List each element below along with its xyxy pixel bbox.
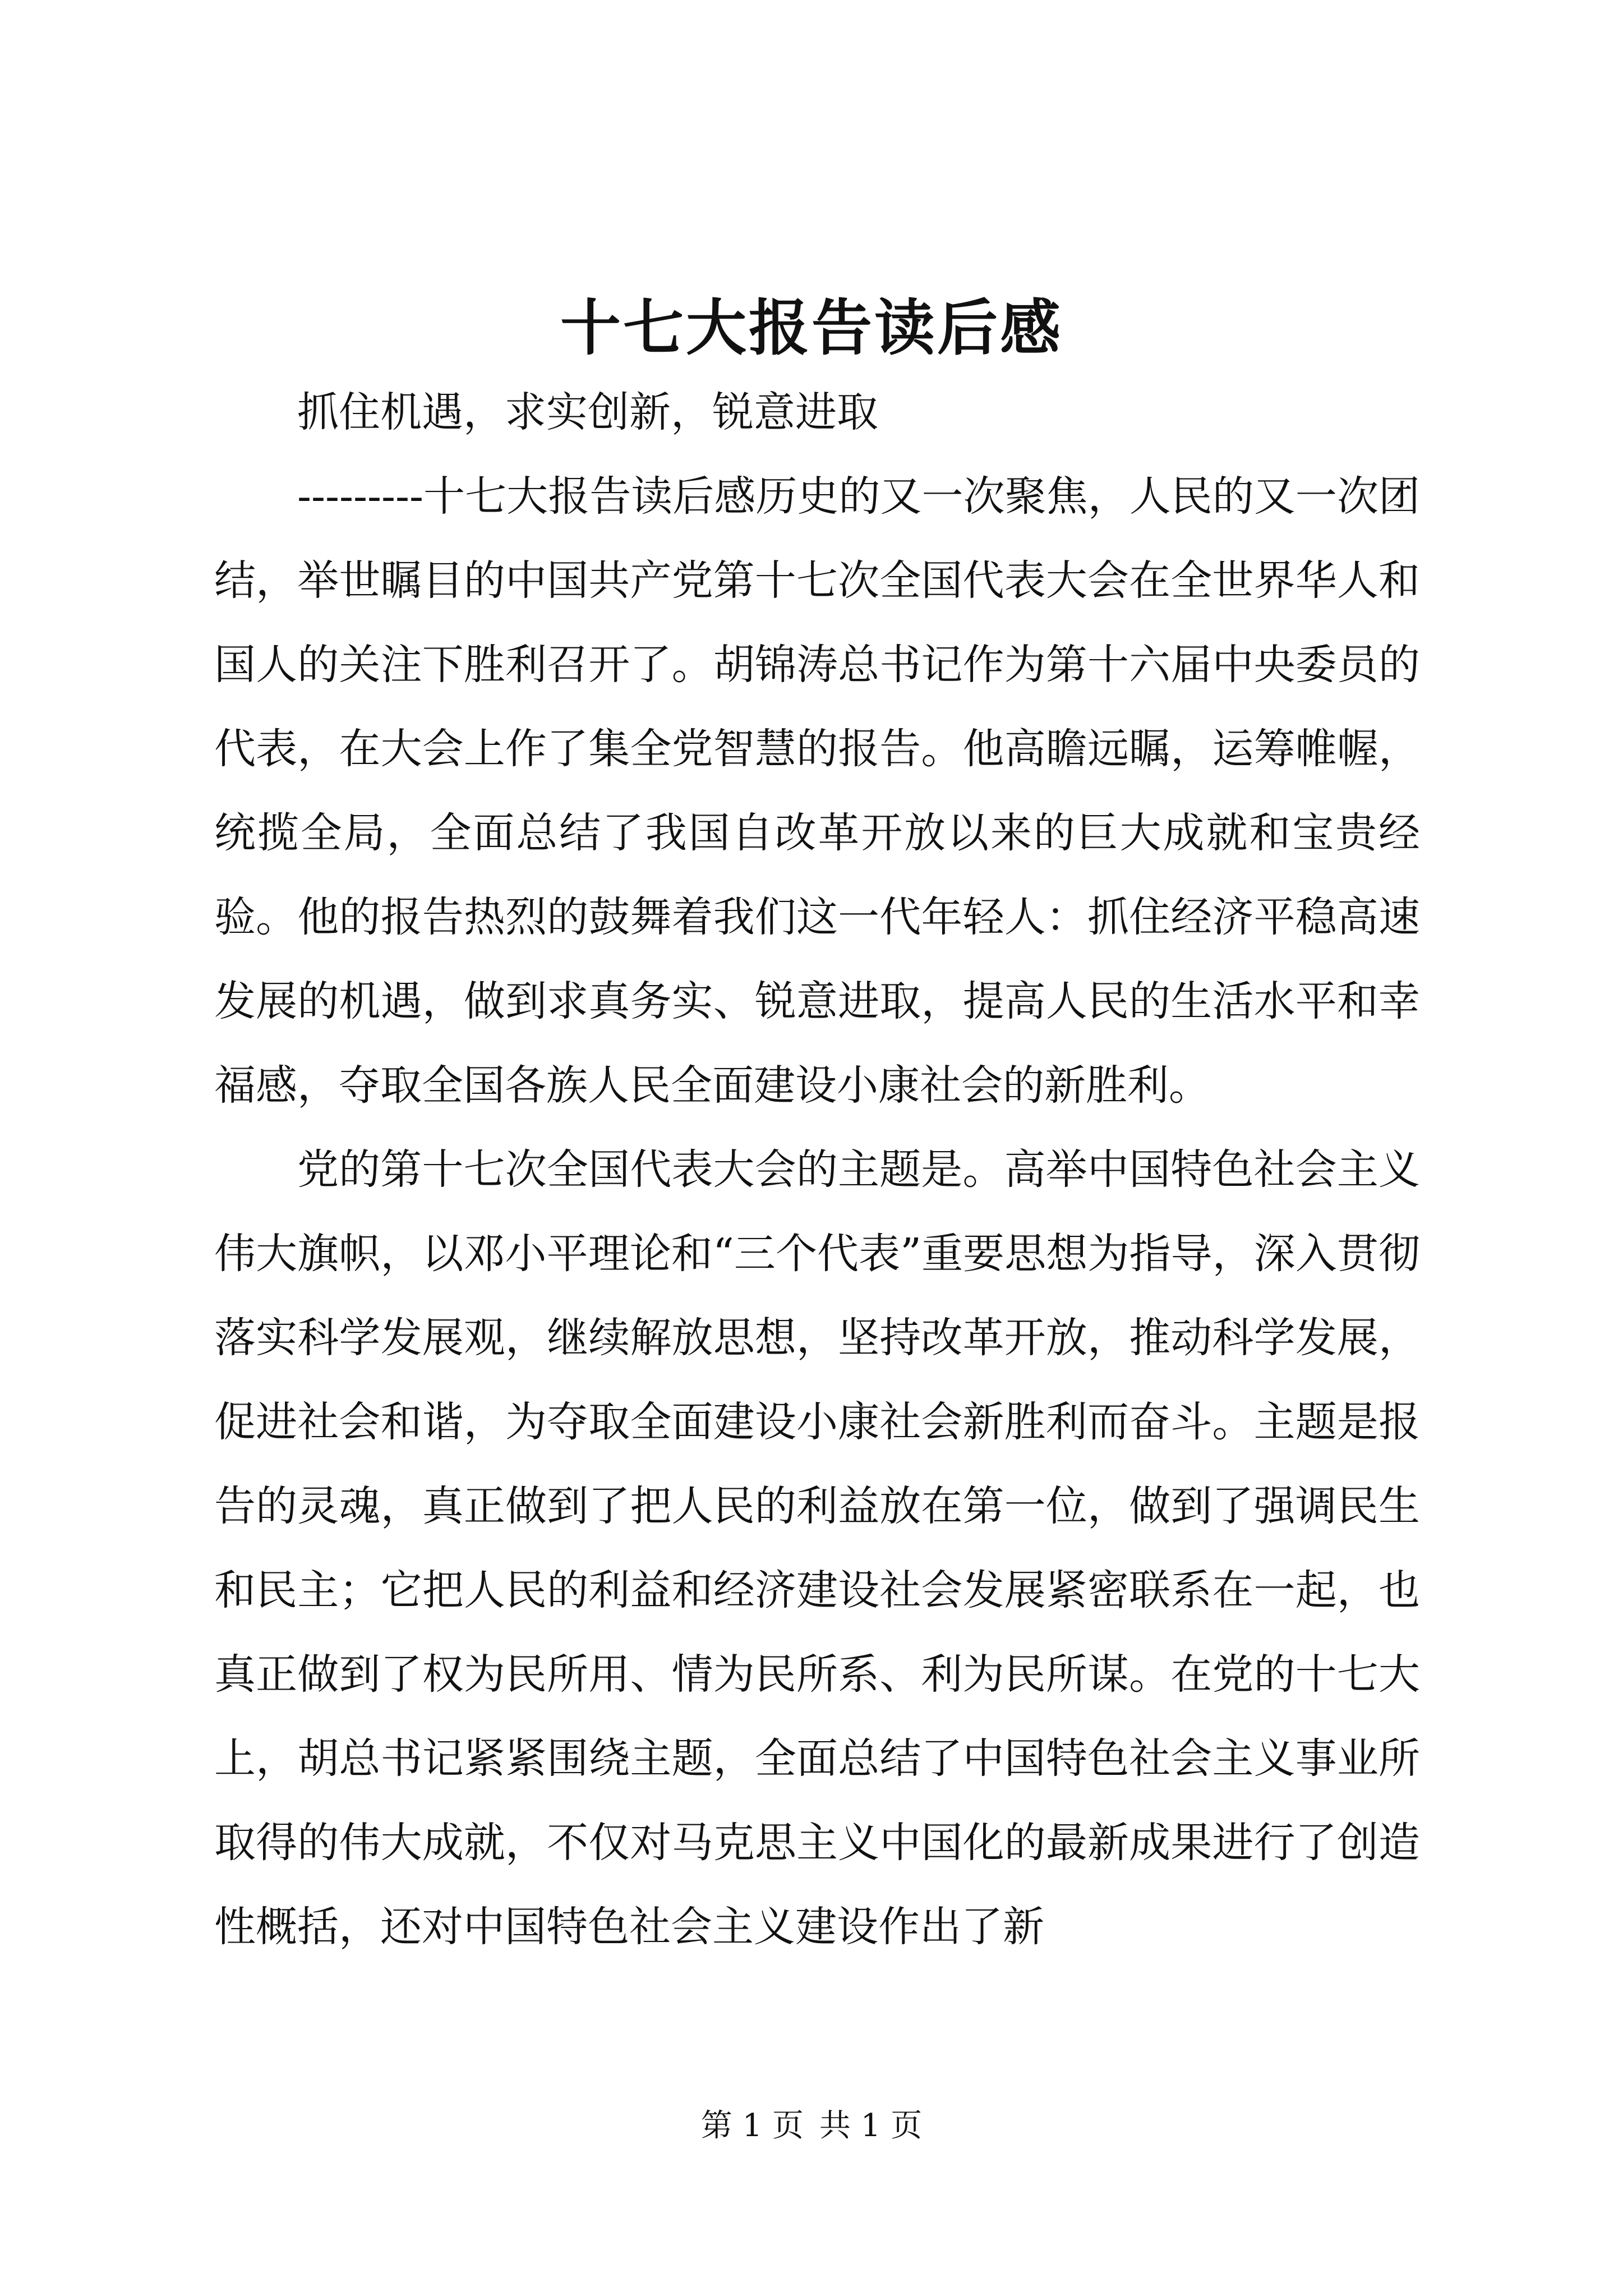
paragraph-intro: ---------十七大报告读后感历史的又一次聚焦，人民的又一次团结，举世瞩目的中国共产党第十七次全国代表大会在全世界华人和国人的关注下胜利召开了。胡锦涛总书记作为第十六届中央委员的代表，在大会上作了集全党智慧的报告。他高瞻远瞩，运筹帷幄，统揽全局，全面总结了我国自改革开放以来的巨大成就和宝贵经验。他的报告热烈的鼓舞着我们这一代年轻人：抓住经济平稳高速发展的机遇，做到求真务实、锐意进取，提高人民的生活水平和幸福感，夺取全国各族人民全面建设小康社会的新胜利。: [214, 472, 1420, 1110]
page-footer: [0, 2104, 1623, 2148]
document-title: 十七大报告读后感: [560, 293, 1063, 364]
paragraph-subtitle: 抓住机遇，求实创新，锐意进取: [297, 388, 878, 436]
page-total: 共 1 页: [819, 2108, 923, 2144]
document-body: [214, 370, 1420, 1969]
paragraph-theme: 党的第十七次全国代表大会的主题是。高举中国特色社会主义伟大旗帜，以邓小平理论和“三个代表”重要思想为指导，深入贯彻落实科学发展观，继续解放思想，坚持改革开放，推动科学发展，促进社会和谐，为夺取全面建设小康社会新胜利而奋斗。主题是报告的灵魂，真正做到了把人民的利益放在第一位，做到了强调民生和民主；它把人民的利益和经济建设社会发展紧密联系在一起，也真正做到了权为民所用、情为民所系、利为民所谋。在党的十七大上，胡总书记紧紧围绕主题，全面总结了中国特色社会主义事业所取得的伟大成就，不仅对马克思主义中国化的最新成果进行了创造性概括，还对中国特色社会主义建设作出了新: [214, 1145, 1420, 1951]
page-number: 第 1 页: [700, 2108, 804, 2144]
